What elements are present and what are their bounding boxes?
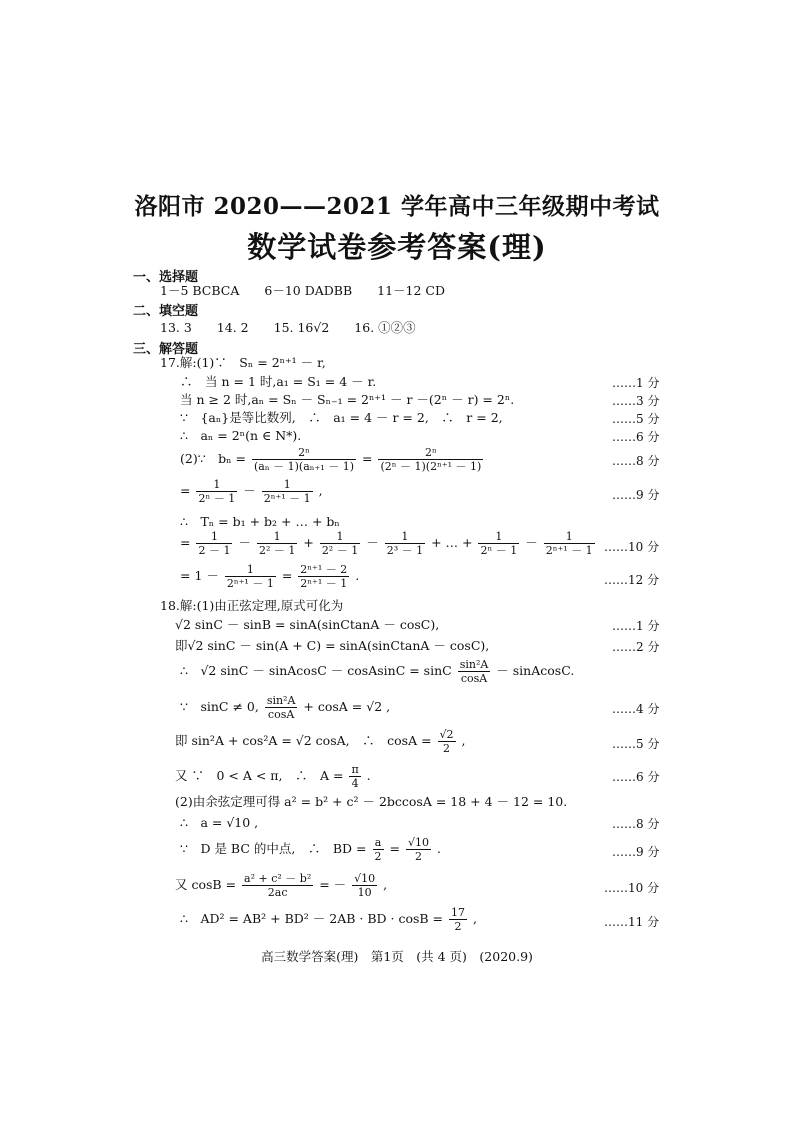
score: ……8 分 <box>612 817 660 831</box>
p17-line: ∴ aₙ = 2ⁿ(n ∈ N*). <box>180 428 302 443</box>
p17-line: 17.解:(1)∵ Sₙ = 2ⁿ⁺¹ － r, <box>160 355 326 370</box>
p18-line: 又 cosB = $\frac{\text{a² + c² － b²}}{2ac}$ = － $\frac{√10}{10}$ , <box>175 872 388 899</box>
score: ……6 分 <box>612 430 660 444</box>
score: ……5 分 <box>612 412 660 426</box>
p17-line: = $\frac{1}{\text{2ⁿ － 1}}$ － $\frac{1}{\text{2ⁿ⁺¹ － 1}}$ , <box>180 478 323 505</box>
p18-line: 即√2 sinC － sin(A + C) = sinA(sinCtanA － cosC), <box>175 638 490 653</box>
p18-line: ∵ D 是 BC 的中点, ∴ BD = $\frac{a}{2}$ = $\frac{√10}{2}$ . <box>180 836 441 863</box>
score: ……10 分 <box>604 540 660 554</box>
exam-title: 洛阳市 2020——2021 学年高中三年级期中考试 <box>134 193 660 220</box>
score: ……6 分 <box>612 770 660 784</box>
score: ……2 分 <box>612 640 660 654</box>
p18-line: (2)由余弦定理可得 a² = b² + c² － 2bccosA = 18 + 4 － 12 = 10. <box>175 794 568 809</box>
page-footer: 高三数学答案(理) 第1页 (共 4 页) (2020.9) <box>261 949 533 964</box>
answer-key-title: 数学试卷参考答案(理) <box>247 230 547 264</box>
score: ……9 分 <box>612 488 660 502</box>
p18-line: ∴ a = √10 , <box>180 815 259 830</box>
score: ……5 分 <box>612 737 660 751</box>
score: ……1 分 <box>612 376 660 390</box>
score: ……12 分 <box>604 573 660 587</box>
score: ……4 分 <box>612 702 660 716</box>
p17-line: ∴ 当 n = 1 时,a₁ = S₁ = 4 － r. <box>180 374 377 389</box>
p17-line: 当 n ≥ 2 时,aₙ = Sₙ － Sₙ₋₁ = 2ⁿ⁺¹ － r －(2ⁿ － r) = 2ⁿ. <box>180 392 515 407</box>
choice-answers: 1－5 BCBCA 6－10 DADBB 11－12 CD <box>160 283 446 298</box>
p18-line: ∴ AD² = AB² + BD² － 2AB · BD · cosB = $\frac{17}{2}$ , <box>180 906 477 933</box>
p18-line: ∴ √2 sinC － sinAcosC － cosAsinC = sinC $\frac{\text{sin²A}}{\cos A}$ － sinAcosC. <box>180 658 575 685</box>
p18-line: 18.解:(1)由正弦定理,原式可化为 <box>160 598 344 613</box>
p18-line: ∵ sinC ≠ 0, $\frac{\text{sin²A}}{\cos A}$ + cosA = √2 , <box>180 694 391 721</box>
fraction: $\frac{\text{2ⁿ}}{\text{(2ⁿ － 1)(2ⁿ⁺¹ － 1)}}$ <box>380 446 482 473</box>
p17-line: ∵ {aₙ}是等比数列, ∴ a₁ = 4 － r = 2, ∴ r = 2, <box>180 410 503 425</box>
score: ……11 分 <box>604 915 660 929</box>
section-choice: 一、选择题 <box>133 270 199 285</box>
fraction: $\frac{\text{2ⁿ}}{\text{(aₙ － 1)(aₙ₊₁ － 1)}}$ <box>254 446 355 473</box>
section-solution: 三、解答题 <box>133 342 199 357</box>
p18-line: √2 sinC － sinB = sinA(sinCtanA － cosC), <box>175 617 440 632</box>
p18-line: 又 ∵ 0 < A < π, ∴ A = $\frac{\pi}{4}$ . <box>175 763 371 790</box>
p17-line: (2)∵ bₙ = $\frac{\text{2ⁿ}}{\text{(aₙ － 1)(aₙ₊₁ － 1)}}$ = $\frac{\text{2ⁿ}}{\text{(2ⁿ － 1)(2ⁿ⁺¹ － 1)}}$ <box>180 446 482 473</box>
score: ……10 分 <box>604 881 660 895</box>
p17-line: = 1 － $\frac{1}{\text{2ⁿ⁺¹ － 1}}$ = $\frac{\text{2ⁿ⁺¹ － 2}}{\text{2ⁿ⁺¹ － 1}}$ . <box>180 563 360 590</box>
score: ……1 分 <box>612 619 660 633</box>
score: ……8 分 <box>612 454 660 468</box>
score: ……3 分 <box>612 394 660 408</box>
p18-line: 即 sin²A + cos²A = √2 cosA, ∴ cosA = $\frac{√2}{2}$ , <box>175 728 466 755</box>
p17-line: ∴ Tₙ = b₁ + b₂ + … + bₙ <box>180 514 340 529</box>
p17-line: = $\frac{1}{2 - 1}$ － $\frac{1}{\text{2² － 1}}$ + $\frac{1}{\text{2² － 1}}$ － $\frac{1}{\text{2³ － 1}}$ + … + $\frac{1}{\text{2ⁿ － 1}}$ － $\frac{1}{\text{2ⁿ⁺¹ － 1}}$ <box>180 530 593 557</box>
fill-answers: 13. 3 14. 2 15. 16√2 16. ①②③ <box>160 320 416 335</box>
score: ……9 分 <box>612 845 660 859</box>
section-fill: 二、填空题 <box>133 304 199 319</box>
